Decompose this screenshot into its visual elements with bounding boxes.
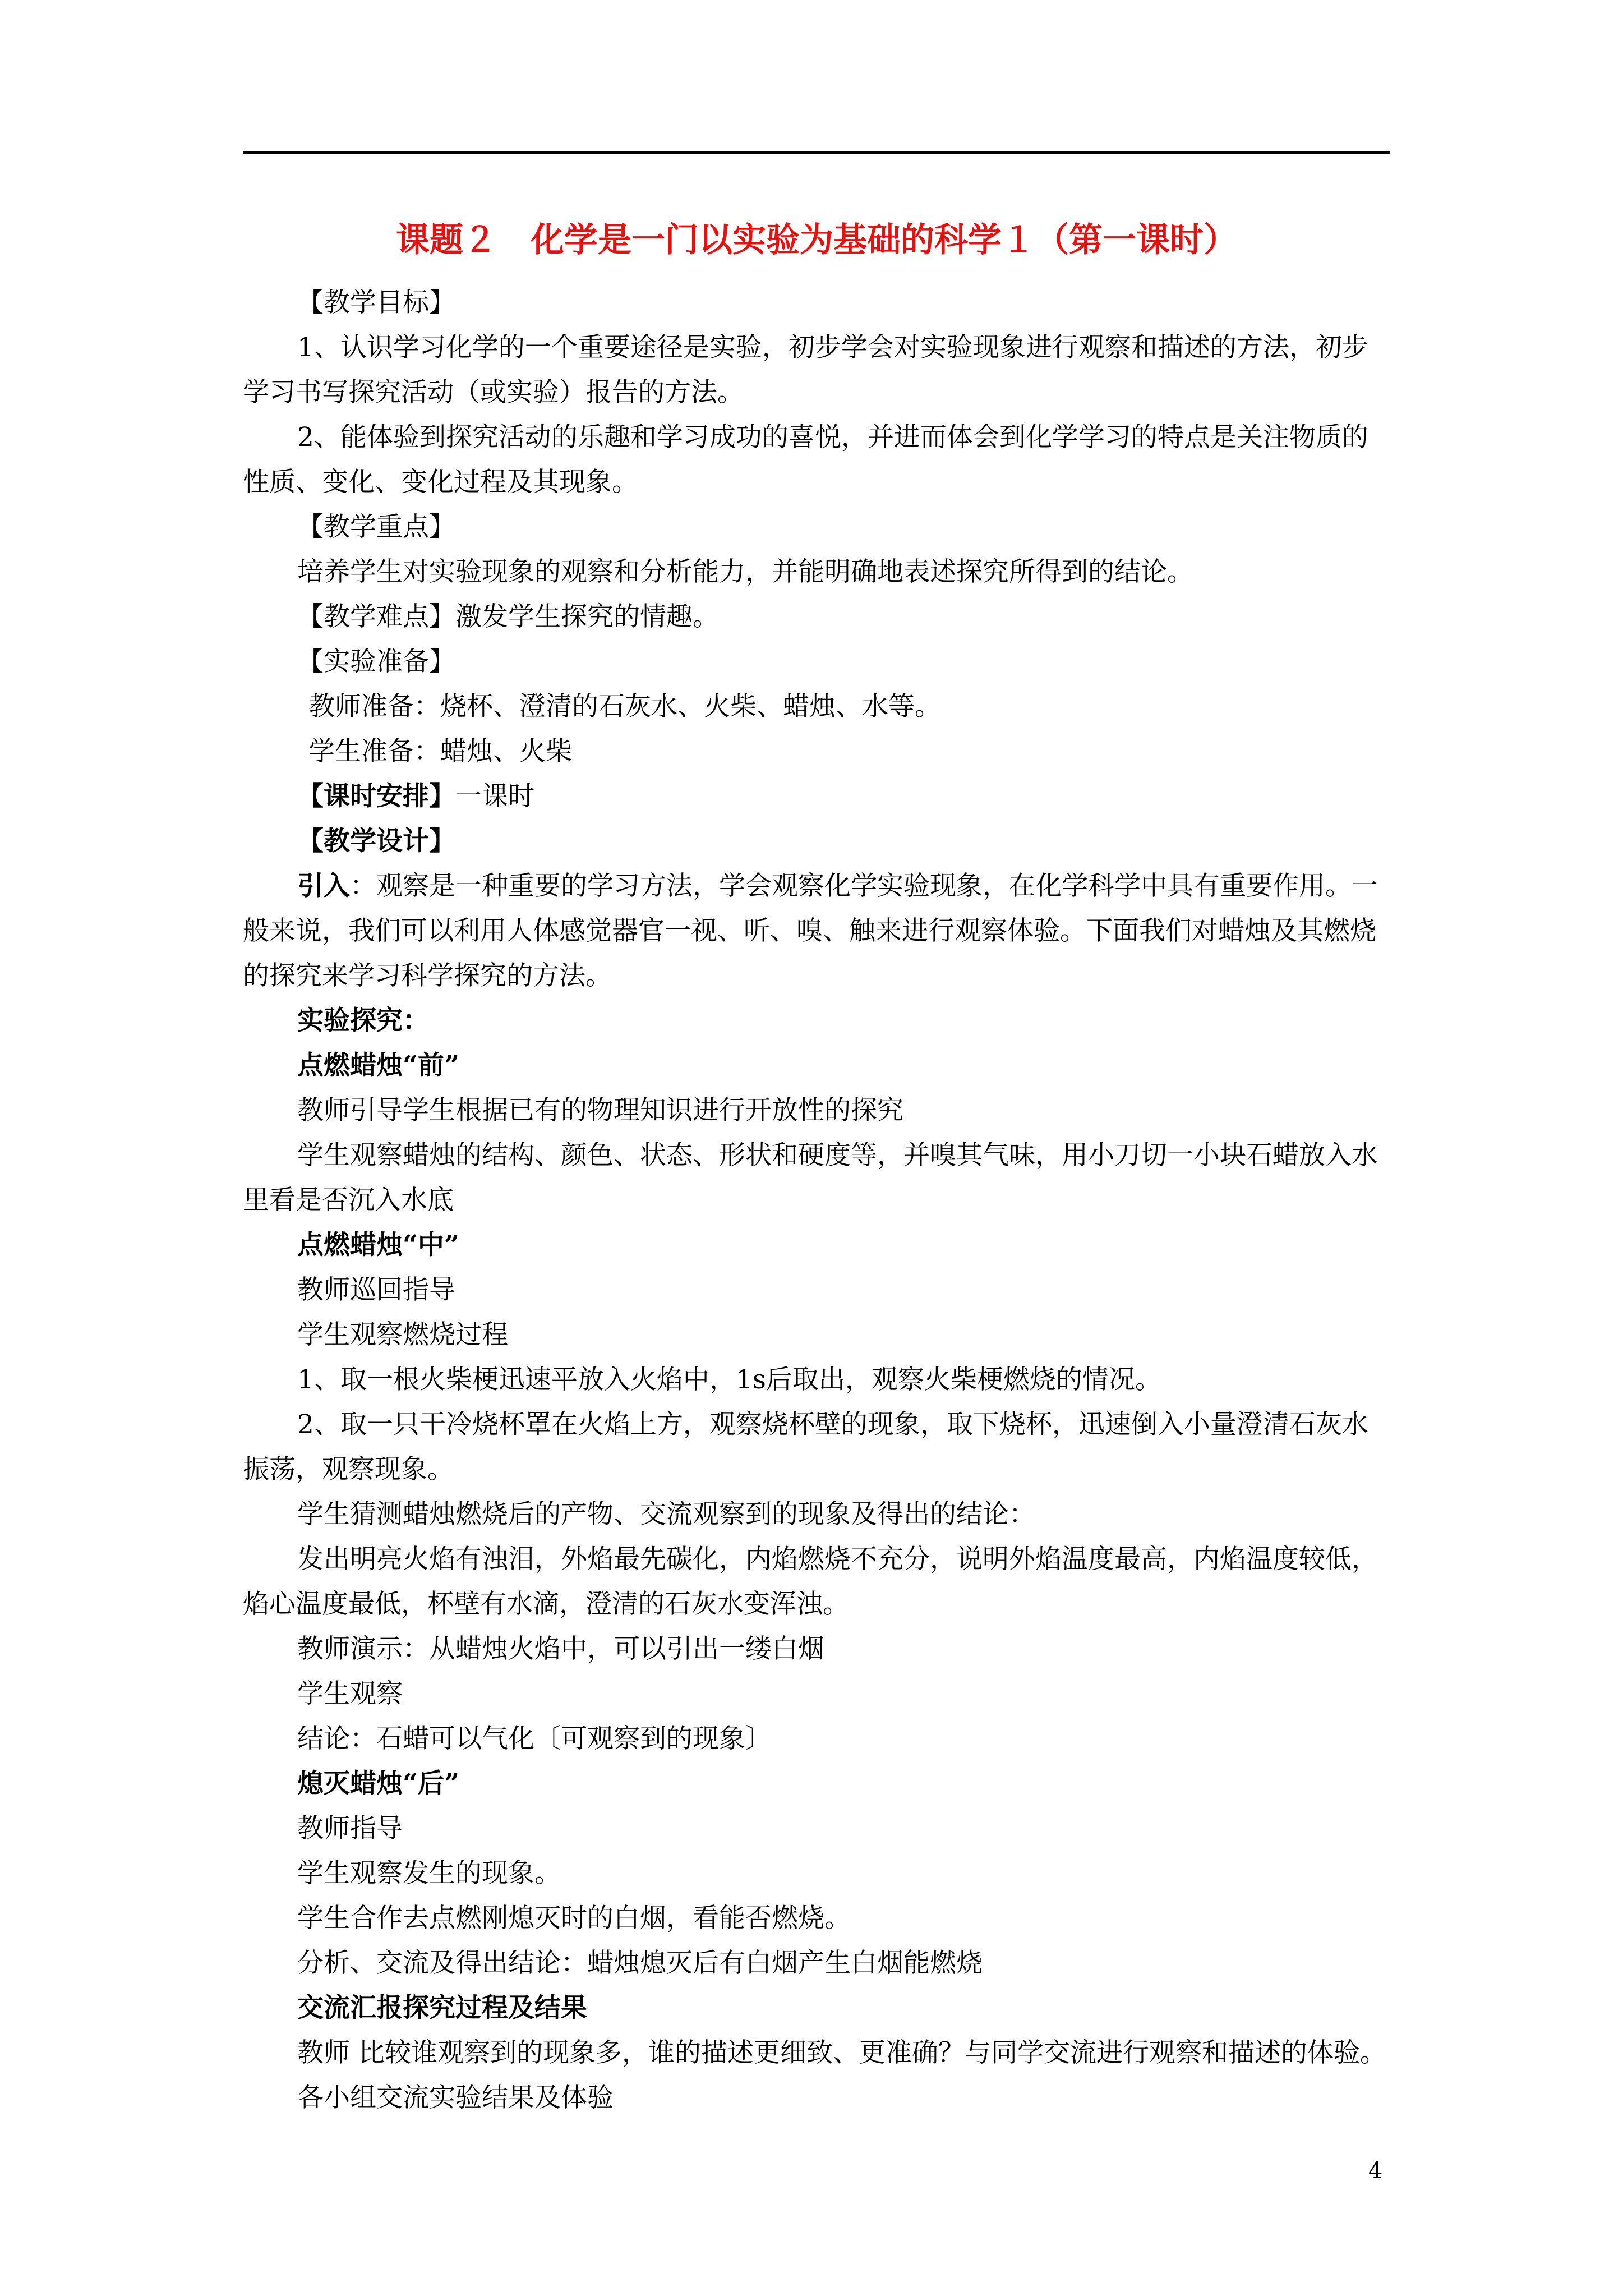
difficulty-text: 【教学难点】激发学生探究的情趣。 xyxy=(297,601,719,632)
teacher-demo: 教师演示：从蜡烛火焰中，可以引出一缕白烟 xyxy=(297,1634,824,1664)
teacher-guide-text: 教师引导学生根据已有的物理知识进行开放性的探究 xyxy=(297,1095,903,1126)
header-rule xyxy=(243,151,1390,154)
before-lighting-heading: 点燃蜡烛“前” xyxy=(297,1050,460,1081)
page-title: 课题２ 化学是一门以实验为基础的科学１（第一课时） xyxy=(396,220,1237,260)
key-points-text: 培养学生对实验现象的观察和分析能力，并能明确地表述探究所得到的结论。 xyxy=(297,556,1193,587)
report-heading: 交流汇报探究过程及结果 xyxy=(297,1993,587,2023)
student-observe-candle: 学生观察蜡烛的结构、颜色、状态、形状和硬度等，并嗅其气味，用小刀切一小块石蜡放入水里看是否沉入水底 xyxy=(243,1140,1378,1216)
intro-paragraph xyxy=(243,864,1390,999)
schedule-text: 一课时 xyxy=(455,781,534,812)
document-body xyxy=(243,280,1390,2120)
student-observe-phenomenon: 学生观察发生的现象。 xyxy=(297,1858,561,1889)
step-1: 1、取一根火柴梗迅速平放入火焰中，1s后取出，观察火柴梗燃烧的情况。 xyxy=(297,1364,1161,1395)
experiment-heading: 实验探究： xyxy=(297,1005,429,1036)
teacher-compare: 教师 比较谁观察到的现象多，谁的描述更细致、更准确？与同学交流进行观察和描述的体验。 xyxy=(297,2037,1386,2068)
section-heading-preparation: 【实验准备】 xyxy=(297,646,455,677)
student-observe: 学生观察 xyxy=(297,1678,403,1709)
intro-text: ：观察是一种重要的学习方法，学会观察化学实验现象，在化学科学中具有重要作用。一般来说，我们可以利用人体感觉器官一视、听、嗅、触来进行观察体验。下面我们对蜡烛及其燃烧的探究来学习科学探究的方法。 xyxy=(243,871,1378,991)
schedule-label: 【课时安排】 xyxy=(297,781,455,812)
section-heading-objectives: 【教学目标】 xyxy=(297,287,455,318)
observation-result: 发出明亮火焰有浊泪，外焰最先碳化，内焰燃烧不充分，说明外焰温度最高，内焰温度较低，焰心温度最低，杯壁有水滴，澄清的石灰水变浑浊。 xyxy=(243,1544,1378,1619)
page-number: 4 xyxy=(1368,2158,1383,2184)
student-preparation: 学生准备：蜡烛、火柴 xyxy=(308,736,572,767)
step-2: 2、取一只干冷烧杯罩在火焰上方，观察烧杯壁的现象，取下烧杯，迅速倒入小量澄清石灰水振荡，观察现象。 xyxy=(243,1409,1368,1485)
section-heading-design: 【教学设计】 xyxy=(297,826,455,857)
objective-1: 1、认识学习化学的一个重要途径是实验，初步学会对实验现象进行观察和描述的方法，初步学习书写探究活动（或实验）报告的方法。 xyxy=(243,332,1368,408)
section-heading-key-points: 【教学重点】 xyxy=(297,512,455,542)
teacher-patrol-text: 教师巡回指导 xyxy=(297,1274,455,1305)
teacher-guidance: 教师指导 xyxy=(297,1813,403,1844)
after-extinguish-heading: 熄灭蜡烛“后” xyxy=(297,1768,460,1799)
analysis-conclusion: 分析、交流及得出结论：蜡烛熄灭后有白烟产生白烟能燃烧 xyxy=(297,1948,983,1978)
student-guess: 学生猜测蜡烛燃烧后的产物、交流观察到的现象及得出的结论： xyxy=(297,1499,1035,1530)
objective-2: 2、能体验到探究活动的乐趣和学习成功的喜悦，并进而体会到化学学习的特点是关注物质的性质、变化、变化过程及其现象。 xyxy=(243,422,1368,498)
intro-label: 引入 xyxy=(297,871,350,901)
schedule-line xyxy=(243,774,1390,819)
group-exchange: 各小组交流实验结果及体验 xyxy=(297,2082,614,2113)
conclusion-vaporize: 结论：石蜡可以气化〔可观察到的现象〕 xyxy=(297,1723,772,1754)
teacher-preparation: 教师准备：烧杯、澄清的石灰水、火柴、蜡烛、水等。 xyxy=(308,691,941,722)
student-cooperate: 学生合作去点燃刚熄灭时的白烟，看能否燃烧。 xyxy=(297,1903,851,1934)
during-lighting-heading: 点燃蜡烛“中” xyxy=(297,1230,460,1260)
student-observe-burning: 学生观察燃烧过程 xyxy=(297,1319,508,1350)
